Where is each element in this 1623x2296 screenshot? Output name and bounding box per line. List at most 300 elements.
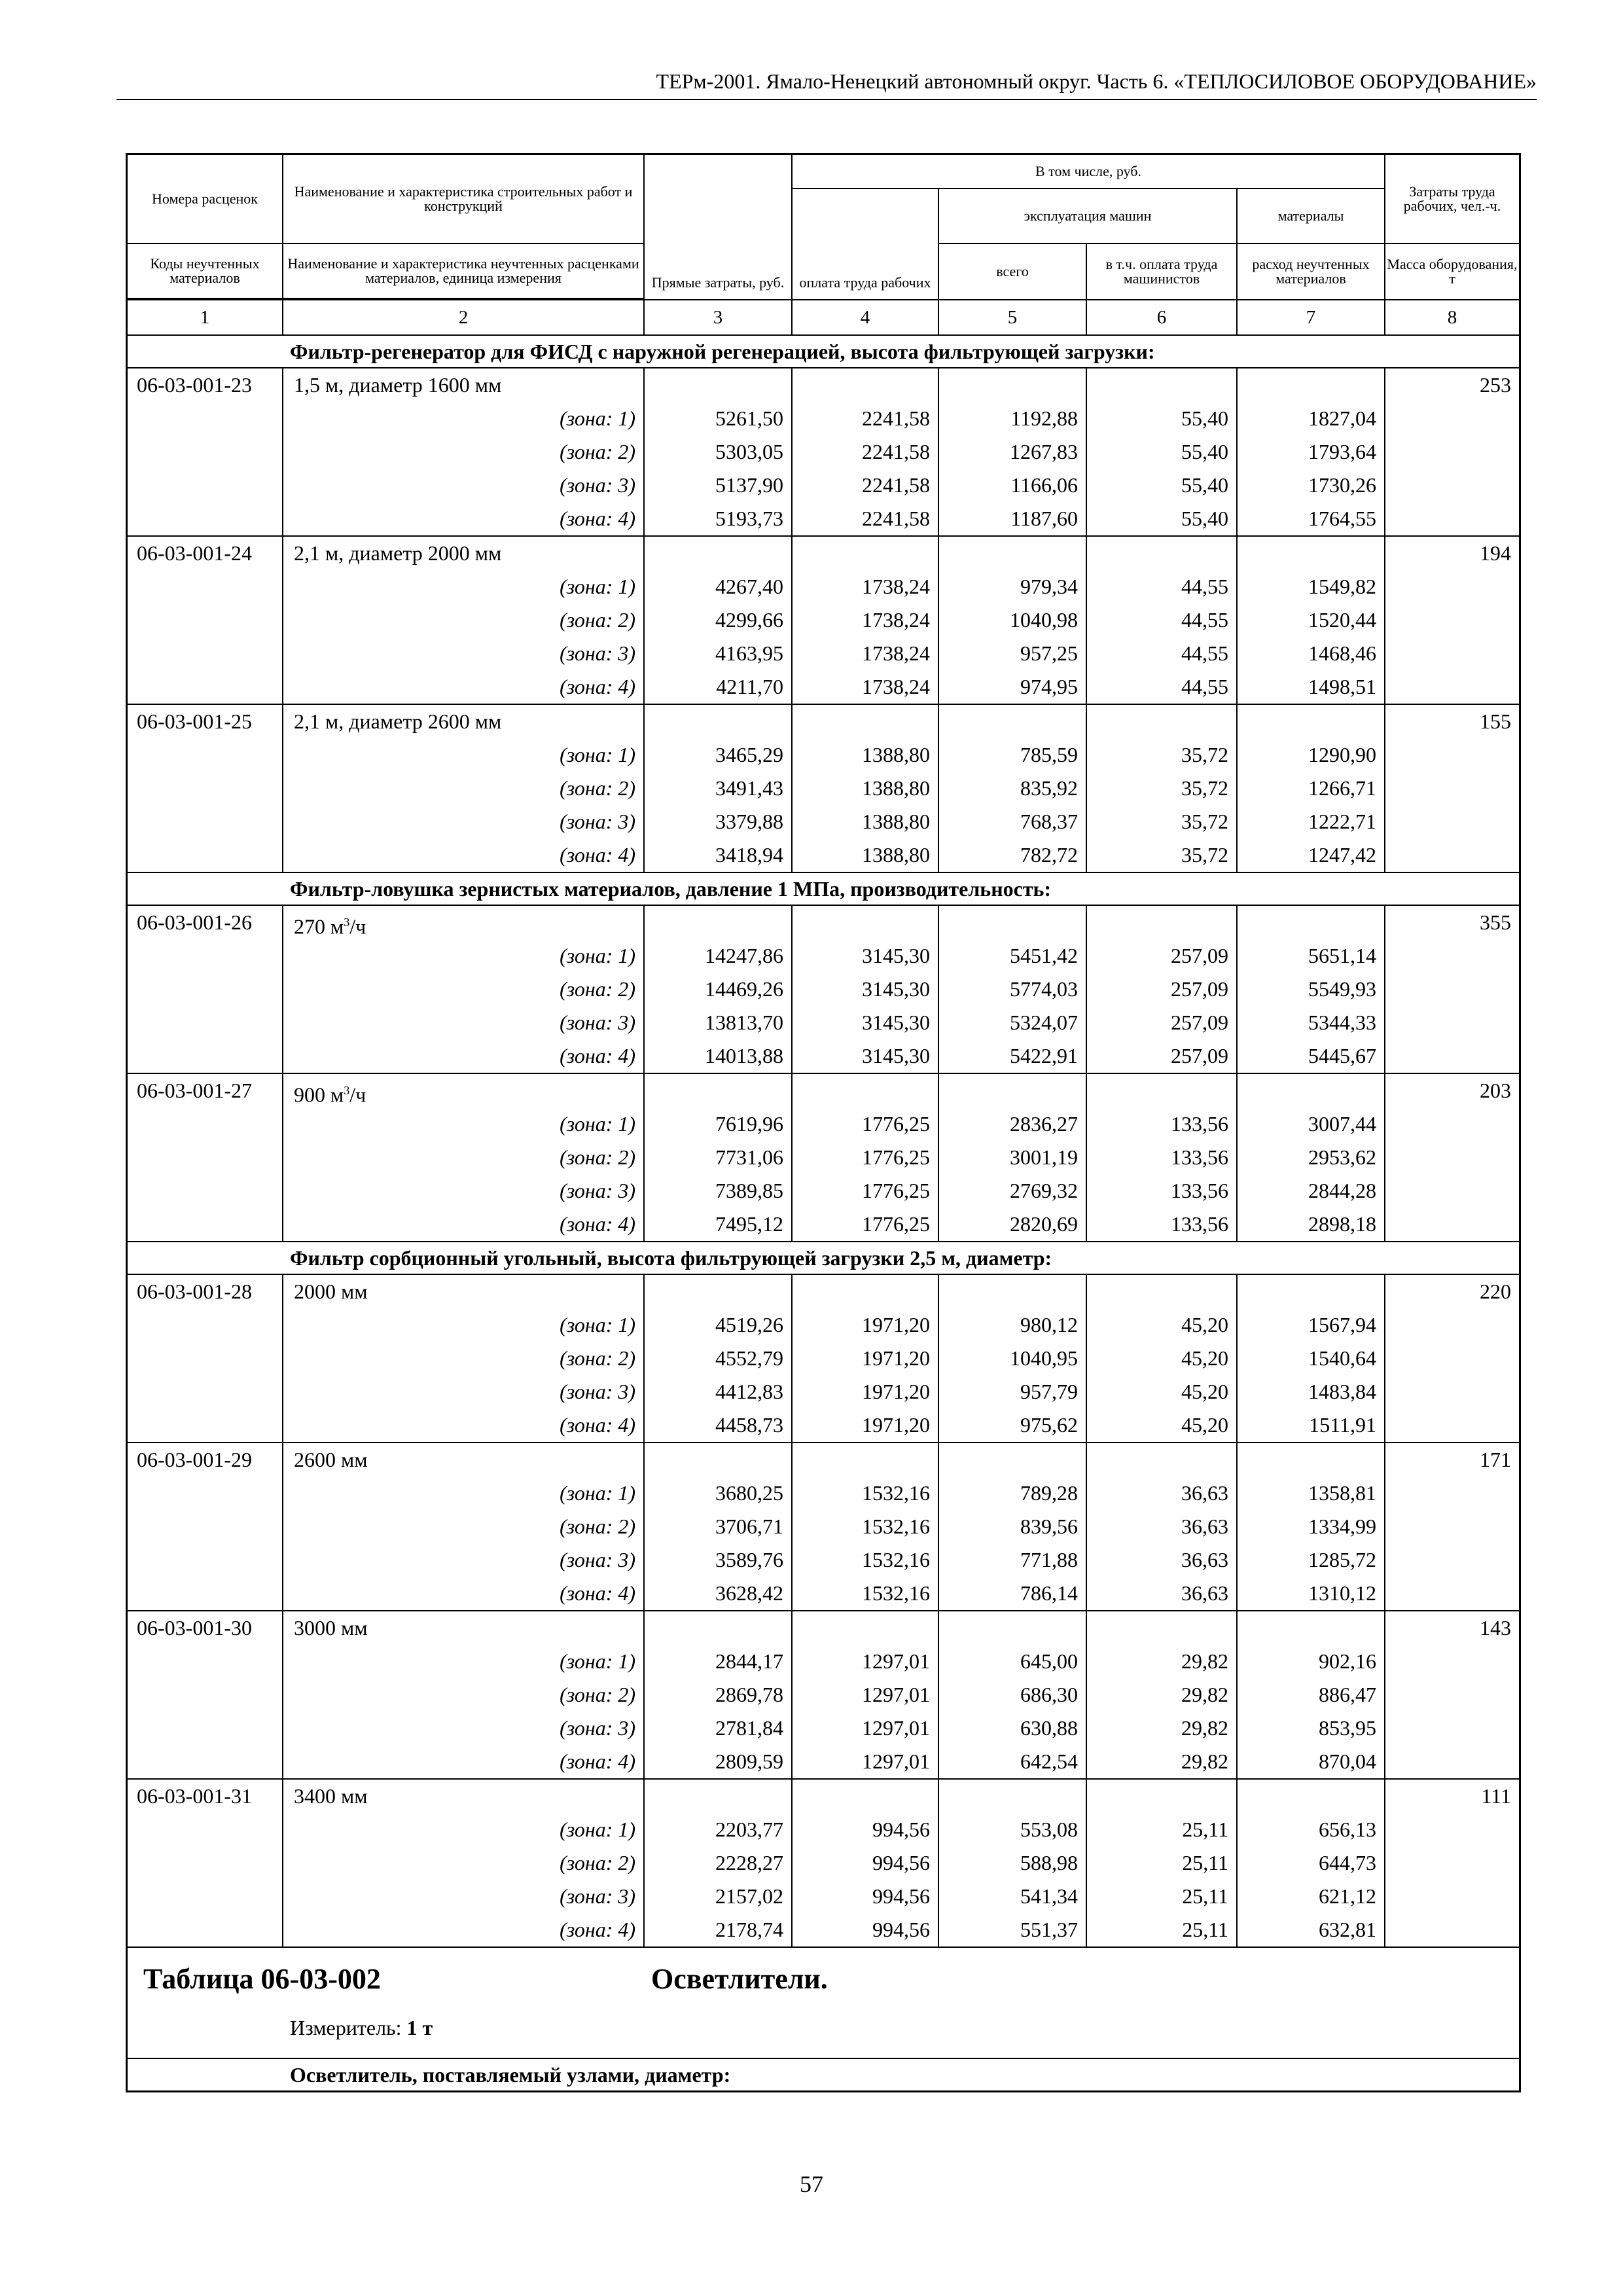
machines-total: 839,56: [1020, 1515, 1078, 1538]
col-4-cell: [793, 1443, 939, 1610]
machinist-pay: 55,40: [1181, 406, 1228, 430]
zone-label: (зона: 4): [560, 1918, 635, 1941]
machines-total: 785,59: [1020, 743, 1078, 766]
item-name: [283, 1611, 643, 1645]
spacer: [939, 1443, 1086, 1477]
rate-code: 06-03-001-29: [137, 1448, 252, 1471]
table-row-block: [128, 705, 1519, 873]
col-6-cell: [1087, 906, 1238, 1073]
col5-header: всего: [939, 244, 1087, 299]
worker-pay: 994,56: [872, 1884, 930, 1908]
spacer: [939, 368, 1086, 402]
worker-pay: 1776,25: [862, 1112, 930, 1136]
machinist-pay: 35,72: [1181, 810, 1228, 833]
col6-header: в т.ч. оплата труда машинистов: [1087, 244, 1238, 299]
materials: 870,04: [1319, 1749, 1376, 1773]
col-3-cell: [645, 705, 793, 872]
table-body: [128, 336, 1519, 1948]
machinist-pay: 35,72: [1181, 776, 1228, 800]
col-3-cell: [645, 1443, 793, 1610]
col-4-cell: [793, 1780, 939, 1946]
worker-pay: 1297,01: [862, 1683, 930, 1706]
machinist-pay: 133,56: [1171, 1112, 1228, 1136]
spacer: [793, 705, 938, 738]
spacer: [1087, 1275, 1236, 1308]
machinist-pay: 257,09: [1171, 1011, 1228, 1034]
col-8-cell: [1385, 537, 1519, 704]
machinist-pay: 25,11: [1182, 1884, 1228, 1908]
machinist-pay: 25,11: [1182, 1851, 1228, 1874]
materials: 1540,64: [1308, 1346, 1376, 1370]
materials: 644,73: [1319, 1851, 1376, 1874]
direct-cost: 5261,50: [715, 406, 783, 430]
machinist-pay: 55,40: [1181, 507, 1228, 530]
machinist-pay: 45,20: [1181, 1413, 1228, 1437]
zone-label: (зона: 4): [560, 1044, 635, 1067]
spacer: [1087, 537, 1236, 570]
machines-total: 551,37: [1020, 1918, 1078, 1941]
col-8-cell: [1385, 1611, 1519, 1778]
labor-cost: 355: [1480, 910, 1511, 934]
zone-label: (зона: 3): [560, 810, 635, 833]
included-header: В том числе, руб.: [793, 155, 1385, 189]
materials: 1290,90: [1308, 743, 1376, 766]
machines-total: 3001,19: [1010, 1145, 1078, 1169]
materials: 2898,18: [1308, 1212, 1376, 1236]
col1-header-top: Номера расценок: [128, 155, 283, 244]
direct-cost: 3706,71: [715, 1515, 783, 1538]
col-1-cell: [128, 1443, 283, 1610]
col-2-cell: [283, 1275, 645, 1442]
machinist-pay: 29,82: [1181, 1716, 1228, 1740]
machines-total: 5451,42: [1010, 944, 1078, 967]
col8-header-top: Затраты труда рабочих, чел.-ч.: [1385, 155, 1519, 244]
materials: 5549,93: [1308, 977, 1376, 1001]
col-4-cell: [793, 906, 939, 1073]
col-6-cell: [1087, 1275, 1238, 1442]
worker-pay: 3145,30: [862, 1011, 930, 1034]
materials: 1764,55: [1308, 507, 1376, 530]
col-7-cell: [1238, 368, 1385, 535]
spacer: [645, 368, 791, 402]
machinist-pay: 36,63: [1181, 1548, 1228, 1571]
zone-label: (зона: 4): [560, 507, 635, 530]
col-7-cell: [1238, 1611, 1385, 1778]
col2-header-bottom: Наименование и характеристика неучтенных расценками материалов, единица измерения: [283, 244, 645, 299]
direct-cost: 3628,42: [715, 1581, 783, 1605]
zone-label: (зона: 1): [560, 1112, 635, 1136]
materials: 1285,72: [1308, 1548, 1376, 1571]
col-2-cell: [283, 1074, 645, 1241]
machines-total: 1267,83: [1010, 440, 1078, 463]
direct-cost: 5303,05: [715, 440, 783, 463]
spacer: [939, 1275, 1086, 1308]
direct-cost: 14013,88: [705, 1044, 783, 1067]
col7-header-top: материалы: [1238, 189, 1385, 244]
table-row-block: [128, 1275, 1519, 1443]
materials: 1483,84: [1308, 1380, 1376, 1403]
machines-total: 630,88: [1020, 1716, 1078, 1740]
column-numbers-row: [128, 300, 1519, 336]
machines-total: 2820,69: [1010, 1212, 1078, 1236]
price-table: [126, 153, 1521, 2092]
zone-label: (зона: 2): [560, 1851, 635, 1874]
col-5-cell: [939, 1074, 1087, 1241]
zone-label: (зона: 2): [560, 1145, 635, 1169]
direct-cost: 4519,26: [715, 1313, 783, 1336]
machines-total: 5422,91: [1010, 1044, 1078, 1067]
direct-cost: 2228,27: [715, 1851, 783, 1874]
item-name-text: 2,1 м, диаметр 2600 мм: [294, 709, 502, 733]
spacer: [645, 1443, 791, 1477]
spacer: [1087, 1611, 1236, 1645]
group-title: Фильтр сорбционный угольный, высота фильтрующей загрузки 2,5 м, диаметр:: [128, 1242, 1519, 1275]
worker-pay: 1738,24: [862, 608, 930, 632]
spacer: [939, 1780, 1086, 1813]
spacer: [1087, 906, 1236, 939]
labor-cost: 253: [1480, 373, 1511, 397]
zone-label: (зона: 4): [560, 1413, 635, 1437]
direct-cost: 2844,17: [715, 1649, 783, 1673]
item-name: [283, 1780, 643, 1813]
machines-header: эксплуатация машин: [939, 189, 1238, 244]
materials: 656,13: [1319, 1818, 1376, 1841]
table-row-block: [128, 537, 1519, 705]
zone-label: (зона: 4): [560, 843, 635, 867]
direct-cost: 13813,70: [705, 1011, 783, 1034]
machinist-pay: 35,72: [1181, 743, 1228, 766]
materials: 1549,82: [1308, 575, 1376, 598]
col4-header: оплата труда рабочих: [793, 189, 939, 299]
worker-pay: 2241,58: [862, 507, 930, 530]
zone-label: (зона: 2): [560, 1515, 635, 1538]
worker-pay: 1971,20: [862, 1413, 930, 1437]
machines-total: 686,30: [1020, 1683, 1078, 1706]
col-7-cell: [1238, 1275, 1385, 1442]
spacer: [793, 368, 938, 402]
col-1-cell: [128, 705, 283, 872]
col-7-cell: [1238, 1780, 1385, 1946]
spacer: [939, 906, 1086, 939]
col-4-cell: [793, 1275, 939, 1442]
col-2-cell: [283, 537, 645, 704]
worker-pay: 3145,30: [862, 977, 930, 1001]
spacer: [1238, 906, 1384, 939]
machines-total: 1040,95: [1010, 1346, 1078, 1370]
machinist-pay: 257,09: [1171, 977, 1228, 1001]
spacer: [793, 1611, 938, 1645]
zone-label: (зона: 4): [560, 1581, 635, 1605]
materials: 853,95: [1319, 1716, 1376, 1740]
worker-pay: 2241,58: [862, 406, 930, 430]
labor-cost: 194: [1480, 541, 1511, 565]
col-8-cell: [1385, 1443, 1519, 1610]
col-7-cell: [1238, 537, 1385, 704]
spacer: [939, 705, 1086, 738]
item-name: [283, 1443, 643, 1477]
direct-cost: 3589,76: [715, 1548, 783, 1571]
machinist-pay: 133,56: [1171, 1212, 1228, 1236]
worker-pay: 1297,01: [862, 1749, 930, 1773]
zone-label: (зона: 3): [560, 1011, 635, 1034]
machines-total: 1166,06: [1010, 473, 1078, 497]
column-number: 8: [1447, 306, 1457, 328]
materials: 1247,42: [1308, 843, 1376, 867]
machines-total: 5774,03: [1010, 977, 1078, 1001]
item-name-text: 2000 мм: [294, 1280, 368, 1303]
spacer: [939, 1074, 1086, 1107]
direct-cost: 4299,66: [715, 608, 783, 632]
machinist-pay: 35,72: [1181, 843, 1228, 867]
column-number: 4: [793, 300, 939, 334]
column-number: 7: [1238, 300, 1385, 334]
direct-cost: 2203,77: [715, 1818, 783, 1841]
machines-total: 786,14: [1020, 1581, 1078, 1605]
col-2-cell: [283, 705, 645, 872]
zone-label: (зона: 4): [560, 1749, 635, 1773]
labor-cost: 143: [1480, 1616, 1511, 1640]
materials: 3007,44: [1308, 1112, 1376, 1136]
machines-total: 975,62: [1020, 1413, 1078, 1437]
zone-label: (зона: 4): [560, 675, 635, 698]
spacer: [1238, 1780, 1384, 1813]
materials: 1358,81: [1308, 1481, 1376, 1505]
col-3-cell: [645, 906, 793, 1073]
col-4-cell: [793, 1611, 939, 1778]
column-number: 2: [283, 300, 645, 334]
machines-total: 2836,27: [1010, 1112, 1078, 1136]
col-7-cell: [1238, 1074, 1385, 1241]
col-1-cell: [128, 1780, 283, 1946]
item-name: [283, 906, 643, 939]
machines-total: 771,88: [1020, 1548, 1078, 1571]
direct-cost: 5193,73: [715, 507, 783, 530]
direct-cost: 4267,40: [715, 575, 783, 598]
col-8-cell: [1385, 705, 1519, 872]
direct-cost: 3379,88: [715, 810, 783, 833]
direct-cost: 3465,29: [715, 743, 783, 766]
col3-header: Прямые затраты, руб.: [645, 155, 793, 299]
zone-label: (зона: 3): [560, 1716, 635, 1740]
machinist-pay: 55,40: [1181, 440, 1228, 463]
direct-cost: 7389,85: [715, 1179, 783, 1202]
direct-cost: 7619,96: [715, 1112, 783, 1136]
zone-label: (зона: 2): [560, 440, 635, 463]
labor-cost: 155: [1480, 709, 1511, 733]
machinist-pay: 133,56: [1171, 1179, 1228, 1202]
rate-code: 06-03-001-23: [137, 373, 252, 397]
materials: 1520,44: [1308, 608, 1376, 632]
table-header: [128, 155, 1519, 300]
col8-header-bottom: Масса оборудования, т: [1387, 256, 1518, 287]
direct-cost: 4458,73: [715, 1413, 783, 1437]
direct-cost: 3491,43: [715, 776, 783, 800]
worker-pay: 1776,25: [862, 1179, 930, 1202]
col-6-cell: [1087, 1611, 1238, 1778]
materials: 1793,64: [1308, 440, 1376, 463]
machinist-pay: 29,82: [1181, 1749, 1228, 1773]
labor-cost: 171: [1480, 1448, 1511, 1471]
worker-pay: 1776,25: [862, 1145, 930, 1169]
table-row-block: [128, 1780, 1519, 1948]
column-number: 6: [1087, 300, 1238, 334]
table2-number: Таблица 06-03-002: [143, 1963, 381, 1995]
worker-pay: 1388,80: [862, 743, 930, 766]
rate-code: 06-03-001-27: [137, 1079, 252, 1102]
rate-code: 06-03-001-31: [137, 1784, 252, 1808]
item-name-text: 2600 мм: [294, 1448, 368, 1471]
measure-value: 1 т: [406, 2016, 433, 2039]
col-6-cell: [1087, 1780, 1238, 1946]
col-7-cell: [1238, 1443, 1385, 1610]
item-name-sup: 3: [344, 1084, 350, 1097]
direct-cost: 4163,95: [715, 641, 783, 665]
col-5-cell: [939, 1611, 1087, 1778]
col-2-cell: [283, 906, 645, 1073]
spacer: [645, 537, 791, 570]
spacer: [793, 1275, 938, 1308]
worker-pay: 1532,16: [862, 1581, 930, 1605]
col-3-cell: [645, 1275, 793, 1442]
worker-pay: 3145,30: [862, 1044, 930, 1067]
zone-label: (зона: 2): [560, 1683, 635, 1706]
machines-total: 1187,60: [1010, 507, 1078, 530]
item-name-text: 3400 мм: [294, 1784, 368, 1808]
rate-code: 06-03-001-24: [137, 541, 252, 565]
rate-code: 06-03-001-26: [137, 910, 252, 934]
worker-pay: 1971,20: [862, 1313, 930, 1336]
table-row-block: [128, 1443, 1519, 1611]
spacer: [1238, 705, 1384, 738]
col-3-cell: [645, 1780, 793, 1946]
col-4-cell: [793, 705, 939, 872]
table-row-block: [128, 1074, 1519, 1242]
worker-pay: 1388,80: [862, 810, 930, 833]
materials: 1310,12: [1308, 1581, 1376, 1605]
spacer: [1238, 1611, 1384, 1645]
materials: 2953,62: [1308, 1145, 1376, 1169]
zone-label: (зона: 1): [560, 1818, 635, 1841]
direct-cost: 3680,25: [715, 1481, 783, 1505]
materials: 886,47: [1319, 1683, 1376, 1706]
item-name: [283, 1275, 643, 1308]
col-4-cell: [793, 537, 939, 704]
col-8-cell: [1385, 1780, 1519, 1946]
table-row-block: [128, 906, 1519, 1074]
materials: 1730,26: [1308, 473, 1376, 497]
table2-title-row: [128, 1948, 1519, 2059]
zone-label: (зона: 1): [560, 1481, 635, 1505]
spacer: [939, 1611, 1086, 1645]
spacer: [1238, 537, 1384, 570]
materials: 1266,71: [1308, 776, 1376, 800]
materials: 1511,91: [1309, 1413, 1376, 1437]
machines-total: 768,37: [1020, 810, 1078, 833]
col-6-cell: [1087, 537, 1238, 704]
materials: 1468,46: [1308, 641, 1376, 665]
item-name-text: 3000 мм: [294, 1616, 368, 1640]
col-4-cell: [793, 1074, 939, 1241]
column-number: 5: [939, 300, 1087, 334]
col-5-cell: [939, 368, 1087, 535]
col-1-cell: [128, 1275, 283, 1442]
worker-pay: 1297,01: [862, 1716, 930, 1740]
rate-code: 06-03-001-28: [137, 1280, 252, 1303]
direct-cost: 2157,02: [715, 1884, 783, 1908]
item-name-text: 270 м: [294, 914, 344, 939]
spacer: [645, 906, 791, 939]
direct-cost: 7495,12: [715, 1212, 783, 1236]
zone-label: (зона: 3): [560, 641, 635, 665]
spacer: [1087, 1780, 1236, 1813]
spacer: [1238, 1074, 1384, 1107]
spacer: [793, 1780, 938, 1813]
zone-label: (зона: 3): [560, 473, 635, 497]
col-5-cell: [939, 537, 1087, 704]
item-name-text: 2,1 м, диаметр 2000 мм: [294, 541, 502, 565]
machines-total: 957,25: [1020, 641, 1078, 665]
item-name: [283, 1074, 643, 1107]
machines-total: 642,54: [1020, 1749, 1078, 1773]
materials: 5651,14: [1308, 944, 1376, 967]
machinist-pay: 25,11: [1182, 1918, 1228, 1941]
direct-cost: 2781,84: [715, 1716, 783, 1740]
col-2-cell: [283, 368, 645, 535]
col-3-cell: [645, 368, 793, 535]
zone-label: (зона: 1): [560, 743, 635, 766]
machinist-pay: 45,20: [1181, 1346, 1228, 1370]
machines-total: 782,72: [1020, 843, 1078, 867]
materials: 5344,33: [1308, 1011, 1376, 1034]
machinist-pay: 45,20: [1181, 1380, 1228, 1403]
col2-header-top: Наименование и характеристика строительных работ и конструкций: [283, 155, 645, 244]
zone-label: (зона: 4): [560, 1212, 635, 1236]
spacer: [1087, 1443, 1236, 1477]
machinist-pay: 55,40: [1181, 473, 1228, 497]
labor-cost: 111: [1481, 1784, 1511, 1808]
labor-cost: 220: [1480, 1280, 1511, 1303]
worker-pay: 1532,16: [862, 1548, 930, 1571]
machinist-pay: 36,63: [1181, 1481, 1228, 1505]
zone-label: (зона: 2): [560, 1346, 635, 1370]
machines-total: 541,34: [1020, 1884, 1078, 1908]
machinist-pay: 257,09: [1171, 1044, 1228, 1067]
col-8-cell: [1385, 1275, 1519, 1442]
labor-cost: 203: [1480, 1079, 1511, 1102]
col-1-cell: [128, 1611, 283, 1778]
machinist-pay: 29,82: [1181, 1683, 1228, 1706]
group-title: Фильтр-регенератор для ФИСД с наружной регенерацией, высота фильтрующей загрузки:: [128, 336, 1519, 368]
direct-cost: 4412,83: [715, 1380, 783, 1403]
materials: 1334,99: [1308, 1515, 1376, 1538]
item-name-unit: /ч: [349, 1083, 366, 1107]
col-7-cell: [1238, 705, 1385, 872]
machines-total: 5324,07: [1010, 1011, 1078, 1034]
direct-cost: 14247,86: [705, 944, 783, 967]
worker-pay: 994,56: [872, 1918, 930, 1941]
worker-pay: 3145,30: [862, 944, 930, 967]
worker-pay: 2241,58: [862, 440, 930, 463]
machines-total: 553,08: [1020, 1818, 1078, 1841]
col-4-cell: [793, 368, 939, 535]
zone-label: (зона: 2): [560, 776, 635, 800]
spacer: [1087, 1074, 1236, 1107]
machines-total: 979,34: [1020, 575, 1078, 598]
direct-cost: 5137,90: [715, 473, 783, 497]
zone-label: (зона: 3): [560, 1179, 635, 1202]
col-1-cell: [128, 906, 283, 1073]
machines-total: 2769,32: [1010, 1179, 1078, 1202]
